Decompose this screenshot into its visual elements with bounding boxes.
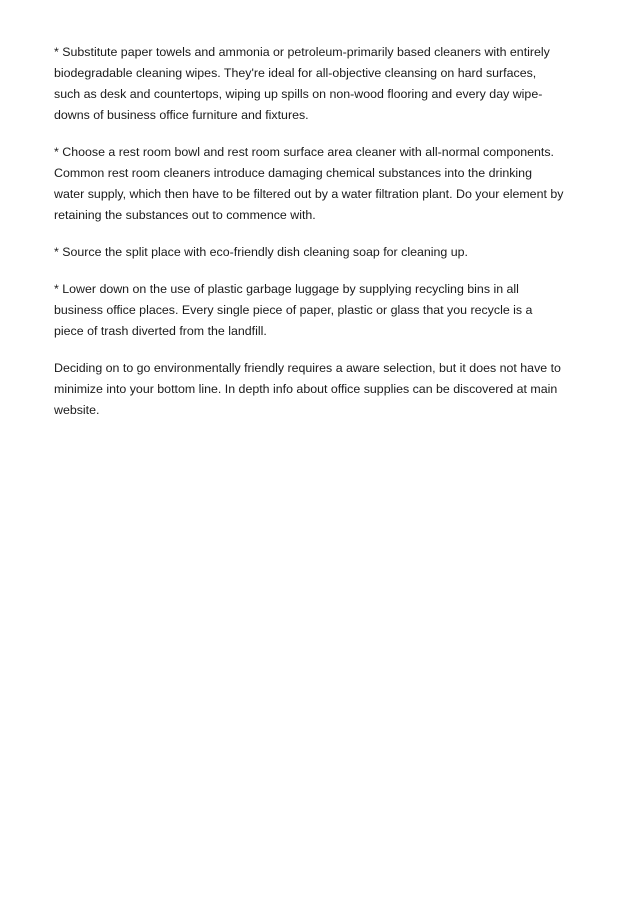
paragraph-line: * Substitute paper towels and ammonia or petroleum-primarily based cleaners with entirely [54, 45, 550, 59]
paragraph-line: retaining the substances out to commence with. [54, 208, 316, 222]
paragraph-paper-towels [54, 42, 594, 126]
paragraph-line: business office places. Every single piece of paper, plastic or glass that you recycle is a [54, 303, 533, 317]
paragraph-rest-room-cleaner [54, 142, 594, 226]
paragraph-recycling-bins [54, 279, 594, 342]
document-body [54, 42, 594, 437]
paragraph-line: website. [54, 403, 100, 417]
paragraph-line: Deciding on to go environmentally friendly requires a aware selection, but it does not have to [54, 361, 561, 375]
paragraph-line: * Source the split place with eco-friendly dish cleaning soap for cleaning up. [54, 245, 468, 259]
paragraph-line: downs of business office furniture and fixtures. [54, 108, 309, 122]
paragraph-line: biodegradable cleaning wipes. They're ideal for all-objective cleansing on hard surfaces, [54, 66, 537, 80]
paragraph-line: Common rest room cleaners introduce damaging chemical substances into the drinking [54, 166, 532, 180]
paragraph-line: piece of trash diverted from the landfill. [54, 324, 267, 338]
paragraph-line: minimize into your bottom line. In depth info about office supplies can be discovered at main [54, 382, 558, 396]
paragraph-line: such as desk and countertops, wiping up spills on non-wood flooring and every day wipe- [54, 87, 543, 101]
paragraph-dish-soap [54, 242, 594, 263]
paragraph-conclusion [54, 358, 594, 421]
paragraph-line: * Choose a rest room bowl and rest room surface area cleaner with all-normal components. [54, 145, 554, 159]
paragraph-line: water supply, which then have to be filtered out by a water filtration plant. Do your element by [54, 187, 564, 201]
paragraph-line: * Lower down on the use of plastic garbage luggage by supplying recycling bins in all [54, 282, 519, 296]
